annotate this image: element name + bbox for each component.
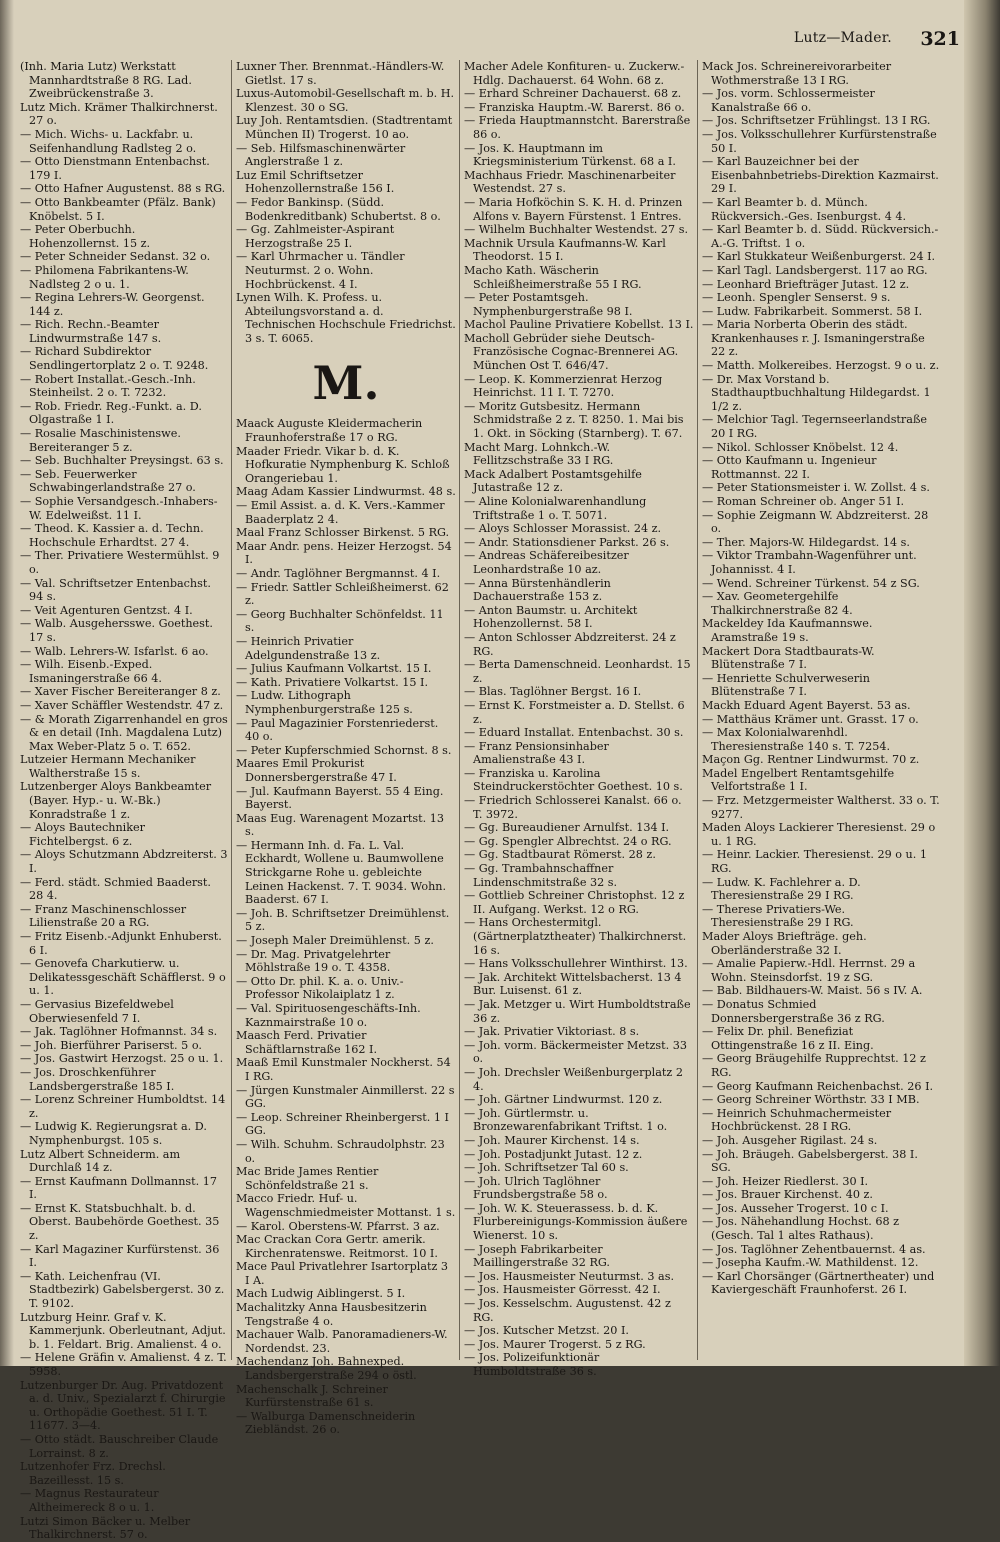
directory-entry: — Joh. Bräugeh. Gabelsbergerst. 38 I. SG. — [702, 1147, 918, 1175]
column-1 — [20, 60, 228, 1542]
directory-entry: — Friedr. Sattler Schleißheimerst. 62 z. — [236, 580, 449, 608]
directory-entry: — Rosalie Maschinistenswe. Bereiteranger 5 z. — [20, 427, 181, 454]
directory-entry: Mackeldey Ida Kaufmannswe. Aramstraße 19 s. — [702, 617, 873, 644]
directory-entry: Maader Friedr. Vikar b. d. K. Hofkuratie Nymphenburg K. Schloß Orangeriebau 1. — [236, 444, 450, 485]
left-edge-shadow — [0, 0, 14, 1366]
directory-entry: Machhaus Friedr. Maschinenarbeiter Westendst. 27 s. — [464, 168, 676, 196]
directory-entry: — Otto Bankbeamter (Pfälz. Bank) Knöbelst. 5 I. — [20, 195, 216, 223]
directory-entry: — Jos. Kesselschm. Augustenst. 42 z RG. — [464, 1297, 671, 1324]
directory-entry: — Lorenz Schreiner Humboldtst. 14 z. — [20, 1093, 226, 1120]
directory-entry: — Seb. Feuerwerker Schwabingerlandstraße 27 o. — [20, 467, 196, 495]
directory-entry: Mack Jos. Schreinereivorarbeiter Wothmerstraße 13 I RG. — [702, 60, 892, 87]
directory-entry: Lutz Albert Schneiderm. am Durchlaß 14 z. — [20, 1147, 181, 1175]
directory-entry: Maçon Gg. Rentner Lindwurmst. 70 z. — [702, 753, 920, 767]
directory-entry: — Mich. Wichs- u. Lackfabr. u. Seifenhandlung Radlsteg 2 o. — [20, 127, 197, 155]
directory-entry: — Ludw. Fabrikarbeit. Sommerst. 58 I. — [702, 304, 923, 318]
directory-entry: — Jos. Nähehandlung Hochst. 68 z (Gesch. Tal 1 altes Rathaus). — [702, 1215, 900, 1243]
directory-entry: — Franz Pensionsinhaber Amalienstraße 43 I. — [464, 739, 609, 767]
directory-entry: — Dr. Max Vorstand b. Stadthauptbuchhaltung Hildegardst. 1 1/2 z. — [702, 372, 931, 413]
directory-entry: — Julius Kaufmann Volkartst. 15 I. — [236, 662, 432, 676]
directory-entry: Macher Adele Konfituren- u. Zuckerw.-Hdlg. Dachauerst. 64 Wohn. 68 z. — [464, 60, 685, 87]
directory-entry: Luy Joh. Rentamtsdien. (Stadtrentamt München II) Trogerst. 10 ao. — [236, 114, 453, 141]
directory-entry: — Gg. Stadtbaurat Römerst. 28 z. — [464, 848, 656, 862]
directory-entry: — Jak. Privatier Viktoriast. 8 s. — [464, 1025, 640, 1039]
directory-entry: — Jos. Hausmeister Neuturmst. 3 as. — [464, 1269, 675, 1283]
directory-entry: — Ernst K. Forstmeister a. D. Stellst. 6 z. — [464, 698, 685, 726]
column-rule — [697, 60, 698, 1360]
directory-entry: — Jos. Ausseher Trogerst. 10 c I. — [702, 1201, 889, 1215]
directory-entry: — Walb. Lehrers-W. Isfarlst. 6 ao. — [20, 644, 209, 658]
directory-entry: Lutzenhofer Frz. Drechsl. Bazeillesst. 15 s. — [20, 1460, 166, 1487]
directory-entry: — Hans Volksschullehrer Winthirst. 13. — [464, 957, 688, 971]
directory-entry: — Joh. Schriftsetzer Tal 60 s. — [464, 1161, 629, 1175]
directory-entry: — Frieda Hauptmannstcht. Barerstraße 86 o. — [464, 114, 691, 141]
directory-entry: Maal Franz Schlosser Birkenst. 5 RG. — [236, 526, 450, 540]
column-rule — [231, 60, 232, 1360]
directory-entry: — Friedrich Schlosserei Kanalst. 66 o. T. 3972. — [464, 794, 682, 821]
directory-entry: — Joh. Bierführer Pariserst. 5 o. — [20, 1038, 202, 1052]
directory-entry: — Wilh. Eisenb.-Exped. Ismaningerstraße 66 4. — [20, 658, 162, 685]
directory-entry: — Emil Assist. a. d. K. Vers.-Kammer Baaderplatz 2 4. — [236, 499, 445, 526]
directory-entry: — Robert Installat.-Gesch.-Inh. Steinheilst. 2 o. T. 7232. — [20, 372, 196, 400]
directory-entry: — Peter Postamtsgeh. Nymphenburgerstraße 98 I. — [464, 291, 633, 318]
directory-entry: — Felix Dr. phil. Benefiziat Ottingenstraße 16 z II. Eing. — [702, 1025, 874, 1052]
directory-entry: — Walb. Ausgehersswe. Goethest. 17 s. — [20, 617, 213, 644]
directory-entry: — Gervasius Bizefeldwebel Oberwiesenfeld 7 I. — [20, 997, 174, 1025]
page-number: 321 — [920, 28, 960, 50]
directory-entry: — Otto Kaufmann u. Ingenieur Rottmannst. 22 I. — [702, 454, 877, 481]
directory-entry: Lutz Mich. Krämer Thalkirchnerst. 27 o. — [20, 100, 218, 128]
directory-entry: — Ludw. K. Fachlehrer a. D. Theresienstraße 29 I RG. — [702, 875, 861, 903]
directory-entry: — Moritz Gutsbesitz. Hermann Schmidstraße 2 z. T. 8250. 1. Mai bis 1. Okt. in Söcking (Starnberg). T. 67. — [464, 399, 684, 441]
directory-entry: — Ludw. Lithograph Nymphenburgerstraße 125 s. — [236, 689, 413, 716]
directory-entry: — Karl Beamter b. d. Münch. Rückversich.-Ges. Isenburgst. 4 4. — [702, 195, 907, 223]
directory-entry: — Theod. K. Kassier a. d. Techn. Hochschule Erhardtst. 27 4. — [20, 522, 204, 549]
directory-entry: — Jul. Kaufmann Bayerst. 55 4 Eing. Bayerst. — [236, 784, 444, 812]
directory-entry: — Val. Schriftsetzer Entenbachst. 94 s. — [20, 576, 211, 604]
directory-entry: — Joh. W. K. Steuerassess. b. d. K. Flurbereinigungs-Kommission äußere Wienerst. 10 s. — [464, 1201, 688, 1243]
directory-entry: — Kath. Privatiere Volkartst. 15 I. — [236, 675, 429, 689]
directory-entry: — Franz Maschinenschlosser Lilienstraße 20 a RG. — [20, 902, 187, 930]
directory-entry: — Regina Lehrers-W. Georgenst. 144 z. — [20, 291, 205, 318]
directory-entry: — Jos. Kutscher Metzst. 20 I. — [464, 1324, 629, 1338]
directory-entry: — Karl Tagl. Landsbergerst. 117 ao RG. — [702, 263, 928, 277]
directory-entry: — Joseph Maler Dreimühlenst. 5 z. — [236, 934, 434, 948]
directory-entry: — Joseph Fabrikarbeiter Maillingerstraße 32 RG. — [464, 1242, 610, 1270]
directory-entry: Mader Aloys Briefträge. geh. Oberländerstraße 32 I. — [702, 930, 867, 957]
directory-entry: — Blas. Taglöhner Bergst. 16 I. — [464, 685, 642, 699]
directory-entry: — & Morath Zigarrenhandel en gros & en detail (Inh. Magdalena Lutz) Max Weber-Platz 5 o. T. 652. — [20, 712, 228, 753]
directory-entry: — Leonhard Briefträger Jutast. 12 z. — [702, 277, 910, 291]
directory-entry: — Georg Kaufmann Reichenbachst. 26 I. — [702, 1079, 934, 1093]
directory-entry: — Gg. Trambahnschaffner Lindenschmitstraße 32 s. — [464, 862, 618, 889]
directory-entry: (Inh. Maria Lutz) Werkstatt Mannhardtstraße 8 RG. Lad. Zweibrückenstraße 3. — [20, 60, 192, 101]
directory-entry: — Fedor Bankinsp. (Südd. Bodenkreditbank) Schubertst. 8 o. — [236, 195, 441, 223]
directory-entry: — Frz. Metzgermeister Waltherst. 33 o. T. 9277. — [702, 794, 940, 821]
directory-entry: — Joh. Maurer Kirchenst. 14 s. — [464, 1133, 640, 1147]
directory-entry: Lutzburg Heinr. Graf v. K. Kammerjunk. Oberleutnant, Adjut. b. 1. Feldart. Brig. Amalienst. 4 o. — [20, 1310, 226, 1351]
directory-entry: — Jos. Gastwirt Herzogst. 25 o u. 1. — [20, 1052, 224, 1066]
directory-entry: — Andr. Taglöhner Bergmannst. 4 I. — [236, 567, 441, 580]
directory-entry: — Jos. Maurer Trogerst. 5 z RG. — [464, 1337, 646, 1351]
directory-entry: — Xaver Fischer Bereiteranger 8 z. — [20, 685, 221, 699]
directory-entry: Machol Pauline Privatiere Kobellst. 13 I. — [464, 318, 694, 332]
directory-entry: — Josepha Kaufm.-W. Mathildenst. 12. — [702, 1256, 919, 1270]
directory-entry: — Roman Schreiner ob. Anger 51 I. — [702, 495, 905, 508]
directory-entry: — Wilhelm Buchhalter Westendst. 27 s. — [464, 223, 689, 237]
directory-entry: Macholl Gebrüder siehe Deutsch-Französische Cognac-Brennerei AG. München Ost T. 646/47. — [464, 331, 679, 373]
directory-entry: — Gg. Zahlmeister-Aspirant Herzogstraße 25 I. — [236, 223, 395, 250]
directory-entry: — Karl Magaziner Kurfürstenst. 36 I. — [20, 1242, 220, 1270]
directory-entry: Maares Emil Prokurist Donnersbergerstraße 47 I. — [236, 757, 397, 784]
directory-entry: — Andreas Schäfereibesitzer Leonhardstraße 10 az. — [464, 549, 629, 576]
directory-entry: Maas Eug. Warenagent Mozartst. 13 s. — [236, 811, 445, 839]
directory-entry: — Sophie Zeigmann W. Abdzreiterst. 28 o. — [702, 508, 929, 536]
directory-entry: — Seb. Buchhalter Preysingst. 63 s. — [20, 454, 224, 468]
directory-entry: — Maria Hofköchin S. K. H. d. Prinzen Alfons v. Bayern Fürstenst. 1 Entres. — [464, 195, 683, 223]
directory-entry: — Jak. Architekt Wittelsbacherst. 13 4 Bur. Luisenst. 61 z. — [464, 970, 682, 998]
directory-entry: — Ernst Kaufmann Dollmannst. 17 I. — [20, 1174, 218, 1202]
directory-entry: — Erhard Schreiner Dachauerst. 68 z. — [464, 87, 682, 101]
book-gutter — [964, 0, 1000, 1366]
directory-entry: — Nikol. Schlosser Knöbelst. 12 4. — [702, 440, 899, 454]
directory-entry: — Aloys Schlosser Morassist. 24 z. — [464, 522, 662, 536]
directory-entry: — Jos. Hausmeister Görresst. 42 I. — [464, 1283, 661, 1297]
directory-entry: Madel Engelbert Rentamtsgehilfe Velfortstraße 1 I. — [702, 766, 895, 794]
directory-entry: — Walburga Damenschneiderin Ziebländst. 26 o. — [236, 1409, 416, 1437]
directory-entry: — Amalie Papierw.-Hdl. Herrnst. 29 a Wohn. Steinsdorfst. 19 z SG. — [702, 957, 916, 984]
directory-entry: — Fritz Eisenb.-Adjunkt Enhuberst. 6 I. — [20, 930, 222, 957]
directory-entry: — Jak. Taglöhner Hofmannst. 34 s. — [20, 1025, 218, 1039]
column-2 — [236, 60, 456, 1437]
directory-entry: Maack Auguste Kleidermacherin Fraunhoferstraße 17 o RG. — [236, 417, 423, 445]
directory-entry: Maaß Emil Kunstmaler Nockherst. 54 I RG. — [236, 1056, 451, 1083]
directory-entry: Lutzeier Hermann Mechaniker Waltherstraße 15 s. — [20, 753, 196, 780]
directory-entry: — Anton Baumstr. u. Architekt Hohenzollernst. 58 I. — [464, 603, 638, 631]
directory-entry: — Leop. K. Kommerzienrat Herzog Heinrichst. 11 I. T. 7270. — [464, 372, 663, 400]
directory-entry: — Joh. vorm. Bäckermeister Metzst. 33 o. — [464, 1038, 687, 1066]
directory-entry: — Berta Damenschneid. Leonhardst. 15 z. — [464, 658, 691, 685]
directory-entry: Mackert Dora Stadtbaurats-W. Blütenstraße 7 I. — [702, 644, 875, 672]
directory-entry: — Otto Dienstmann Entenbachst. 179 I. — [20, 155, 210, 182]
directory-entry: — Joh. Gürtlermstr. u. Bronzewarenfabrikant Triftst. 1 o. — [464, 1106, 668, 1134]
directory-entry: Machalitzky Anna Hausbesitzerin Tengstraße 4 o. — [236, 1301, 427, 1328]
directory-entry: — Sophie Versandgesch.-Inhabers-W. Edelweißst. 11 I. — [20, 495, 218, 522]
directory-entry: — Val. Spirituosengeschäfts-Inh. Kaznmairstraße 10 o. — [236, 1002, 421, 1029]
directory-entry: — Gg. Bureaudiener Arnulfst. 134 I. — [464, 821, 670, 835]
directory-entry: — Max Kolonialwarenhdl. Theresienstraße 140 s. T. 7254. — [702, 726, 891, 753]
directory-entry: Machendanz Joh. Bahnexped. Landsbergerstraße 294 o östl. — [236, 1355, 417, 1383]
directory-entry: — Anna Bürstenhändlerin Dachauerstraße 153 z. — [464, 576, 611, 604]
directory-entry: — Xaver Schäffler Westendstr. 47 z. — [20, 698, 224, 712]
directory-entry: — Joh. Ulrich Taglöhner Frundsbergstraße 58 o. — [464, 1174, 608, 1202]
directory-entry: — Jos. Polizeifunktionär Humboldtstraße 36 s. — [464, 1351, 600, 1378]
directory-entry: — Maria Norberta Oberin des städt. Krankenhauses r. J. Ismaningerstraße 22 z. — [702, 318, 925, 359]
directory-entry: — Jos. Droschkenführer Landsbergerstraße 185 I. — [20, 1065, 175, 1093]
directory-entry: — Henriette Schulverweserin Blütenstraße 7 I. — [702, 671, 870, 699]
directory-entry: — Ernst K. Statsbuchhalt. b. d. Oberst. Baubehörde Goethest. 35 z. — [20, 1201, 220, 1243]
directory-entry: — Hermann Inh. d. Fa. L. Val. Eckhardt, Wollene u. Baumwollene Strickgarne Rohe u. gebleichte Leinen Hackenst. 7. T. 9034. Wohn. Baaderst. 67 I. — [236, 838, 447, 907]
directory-entry: Lutzenberger Aloys Bankbeamter (Bayer. Hyp.- u. W.-Bk.) Konradstraße 1 z. — [20, 780, 212, 821]
directory-entry: — Melchior Tagl. Tegernseerlandstraße 20 I RG. — [702, 413, 928, 441]
directory-entry: Maag Adam Kassier Lindwurmst. 48 s. — [236, 485, 456, 499]
directory-entry: — Xav. Geometergehilfe Thalkirchnerstraße 82 4. — [702, 590, 853, 617]
directory-entry: Luz Emil Schriftsetzer Hohenzollernstraße 156 I. — [236, 168, 395, 196]
directory-entry: — Heinrich Privatier Adelgundenstraße 13 z. — [236, 634, 381, 662]
directory-entry: Lynen Wilh. K. Profess. u. Abteilungsvorstand a. d. Technischen Hochschule Friedrichst. 3 s. T. 6065. — [236, 291, 456, 345]
directory-entry: Maar Andr. pens. Heizer Herzogst. 54 I. — [236, 539, 452, 567]
directory-entry: — Ludwig K. Regierungsrat a. D. Nymphenburgst. 105 s. — [20, 1120, 207, 1147]
directory-entry: — Jürgen Kunstmaler Ainmillerst. 22 s GG. — [236, 1083, 455, 1111]
directory-entry: Luxus-Automobil-Gesellschaft m. b. H. Klenzest. 30 o SG. — [236, 87, 455, 114]
directory-entry: — Karol. Oberstens-W. Pfarrst. 3 az. — [236, 1219, 440, 1233]
directory-entry: — Peter Oberbuchh. Hohenzollernst. 15 z. — [20, 223, 151, 250]
directory-entry: — Jos. K. Hauptmann im Kriegsministerium Türkenst. 68 a I. — [464, 141, 676, 169]
directory-entry: — Matth. Molkereibes. Herzogst. 9 o u. z. — [702, 359, 940, 373]
directory-entry: — Jak. Metzger u. Wirt Humboldtstraße 36 z. — [464, 997, 691, 1025]
directory-entry: — Joh. B. Schriftsetzer Dreimühlenst. 5 z. — [236, 906, 450, 934]
directory-entry: — Seb. Hilfsmaschinenwärter Anglerstraße 1 z. — [236, 141, 406, 169]
column-4 — [702, 60, 940, 1360]
directory-entry: — Gg. Spengler Albrechtst. 24 o RG. — [464, 834, 672, 848]
directory-entry: Machenschalk J. Schreiner Kurfürstenstraße 61 s. — [236, 1382, 388, 1410]
column-rule — [459, 60, 460, 1360]
section-letter: M. — [312, 356, 380, 411]
directory-entry: — Ther. Privatiere Westermühlst. 9 o. — [20, 549, 220, 576]
directory-entry: — Leop. Schreiner Rheinbergerst. 1 I GG. — [236, 1110, 449, 1138]
directory-entry: — Joh. Gärtner Lindwurmst. 120 z. — [464, 1093, 663, 1107]
directory-entry: Mach Ludwig Aiblingerst. 5 I. — [236, 1287, 406, 1301]
directory-entry: — Franziska Hauptm.-W. Barerst. 86 o. — [464, 100, 685, 114]
directory-entry: — Peter Schneider Sedanst. 32 o. — [20, 250, 211, 264]
directory-entry: — Hans Orchestermitgl. (Gärtnerplatztheater) Thalkirchnerst. 16 s. — [464, 916, 687, 957]
directory-entry: — Karl Beamter b. d. Südd. Rückversich.-A.-G. Triftst. 1 o. — [702, 223, 939, 250]
directory-entry: Luxner Ther. Brennmat.-Händlers-W. Gietlst. 17 s. — [236, 60, 445, 87]
directory-entry: — Aloys Bautechniker Fichtelbergst. 6 z. — [20, 821, 145, 848]
directory-entry: Lutzi Simon Bäcker u. Melber Thalkirchnerst. 57 o. — [20, 1514, 191, 1542]
directory-entry: — Leonh. Spengler Senserst. 9 s. — [702, 291, 891, 305]
directory-entry: — Georg Schreiner Wörthstr. 33 I MB. — [702, 1093, 920, 1107]
directory-entry: — Jos. Taglöhner Zehentbauernst. 4 as. — [702, 1242, 926, 1256]
directory-entry: — Jos. Schriftsetzer Frühlingst. 13 I RG. — [702, 114, 931, 128]
directory-entry: — Peter Kupferschmied Schornst. 8 s. — [236, 743, 452, 757]
directory-entry: — Otto städt. Bauschreiber Claude Lorrainst. 8 z. — [20, 1432, 219, 1460]
directory-entry: — Georg Buchhalter Schönfeldst. 11 s. — [236, 607, 444, 635]
directory-entry: — Wend. Schreiner Türkenst. 54 z SG. — [702, 576, 920, 590]
directory-entry: — Jos. vorm. Schlossermeister Kanalstraße 66 o. — [702, 87, 875, 114]
directory-entry: — Anton Schlosser Abdzreiterst. 24 z RG. — [464, 630, 676, 658]
column-3 — [464, 60, 694, 1378]
directory-entry: — Magnus Restaurateur Altheimereck 8 o u. 1. — [20, 1487, 159, 1514]
directory-entry: — Karl Chorsänger (Gärtnertheater) und Kaviergeschäft Fraunhoferst. 26 I. — [702, 1269, 935, 1297]
directory-entry: — Andr. Stationsdiener Parkst. 26 s. — [464, 535, 670, 549]
directory-entry: Mace Paul Privatlehrer Isartorplatz 3 I A. — [236, 1260, 449, 1287]
directory-entry: — Wilh. Schuhm. Schraudolphstr. 23 o. — [236, 1137, 445, 1165]
directory-entry: Mack Adalbert Postamtsgehilfe Jutastraße 12 z. — [464, 467, 642, 495]
directory-entry: Macco Friedr. Huf- u. Wagenschmiedmeister Mottanst. 1 s. — [236, 1192, 456, 1219]
directory-entry: — Viktor Trambahn-Wagenführer unt. Johannisst. 4 I. — [702, 549, 917, 576]
directory-entry: Mac Crackan Cora Gertr. amerik. Kirchenratenswe. Reitmorst. 10 I. — [236, 1233, 438, 1260]
directory-entry: — Richard Subdirektor Sendlingertorplatz 2 o. T. 9248. — [20, 345, 209, 373]
directory-entry: Macht Marg. Lohnkch.-W. Fellitzschstraße 33 I RG. — [464, 440, 614, 468]
directory-entry: — Joh. Drechsler Weißenburgerplatz 2 4. — [464, 1065, 683, 1093]
directory-entry: — Joh. Postadjunkt Jutast. 12 z. — [464, 1147, 643, 1161]
directory-entry: Mac Bride James Rentier Schönfeldstraße 21 s. — [236, 1165, 379, 1192]
running-head: Lutz—Mader. — [793, 30, 892, 46]
directory-entry: Maden Aloys Lackierer Theresienst. 29 o u. 1 RG. — [702, 821, 936, 848]
directory-entry: — Jos. Volksschullehrer Kurfürstenstraße 50 I. — [702, 127, 937, 155]
directory-entry: — Aline Kolonialwarenhandlung Triftstraße 1 o. T. 5071. — [464, 495, 647, 522]
directory-entry: — Karl Uhrmacher u. Tändler Neuturmst. 2 o. Wohn. Hochbrückenst. 4 I. — [236, 250, 405, 291]
directory-entry: — Bab. Bildhauers-W. Maist. 56 s IV. A. — [702, 984, 923, 998]
directory-entry: — Joh. Ausgeher Rigilast. 24 s. — [702, 1133, 878, 1147]
directory-entry: — Veit Agenturen Gentzst. 4 I. — [20, 603, 193, 617]
directory-entry: — Peter Stationsmeister i. W. Zollst. 4 s. — [702, 481, 930, 495]
directory-entry: — Georg Bräugehilfe Rupprechtst. 12 z RG. — [702, 1052, 926, 1079]
directory-entry: — Otto Hafner Augustenst. 88 s RG. — [20, 182, 226, 196]
directory-entry: — Dr. Mag. Privatgelehrter Möhlstraße 19 o. T. 4358. — [236, 947, 391, 975]
directory-entry: — Donatus Schmied Donnersbergerstraße 36 z RG. — [702, 997, 885, 1025]
directory-entry: — Helene Gräfin v. Amalienst. 4 z. T. 5958. — [20, 1351, 227, 1378]
directory-entry: — Therese Privatiers-We. Theresienstraße 29 I RG. — [702, 902, 854, 930]
directory-entry: — Ferd. städt. Schmied Baaderst. 28 4. — [20, 875, 211, 903]
directory-entry: Mackh Eduard Agent Bayerst. 53 as. — [702, 698, 911, 712]
directory-entry: — Heinr. Lackier. Theresienst. 29 o u. 1 RG. — [702, 848, 927, 876]
directory-entry: Macho Kath. Wäscherin Schleißheimerstraße 55 I RG. — [464, 263, 642, 291]
directory-entry: — Karl Stukkateur Weißenburgerst. 24 I. — [702, 250, 936, 264]
directory-entry: — Genovefa Charkutierw. u. Delikatessgeschäft Schäfflerst. 9 o u. 1. — [20, 957, 226, 998]
page-header — [700, 28, 960, 52]
directory-entry: — Gottlieb Schreiner Christophst. 12 z II. Aufgang. Werkst. 12 o RG. — [464, 889, 685, 916]
directory-entry: — Kath. Leichenfrau (VI. Stadtbezirk) Gabelsbergerst. 30 z. T. 9102. — [20, 1269, 225, 1311]
directory-entry: Machnik Ursula Kaufmanns-W. Karl Theodorst. 15 I. — [464, 236, 666, 264]
directory-entry: Machauer Walb. Panoramadieners-W. Nordendst. 23. — [236, 1328, 448, 1355]
directory-entry: — Otto Dr. phil. K. a. o. Univ.-Professor Nikolaiplatz 1 z. — [236, 974, 404, 1002]
directory-entry: — Rob. Friedr. Reg.-Funkt. a. D. Olgastraße 1 I. — [20, 399, 202, 427]
directory-entry: — Heinrich Schuhmachermeister Hochbrückenst. 28 I RG. — [702, 1106, 892, 1134]
directory-entry: — Aloys Schutzmann Abdzreiterst. 3 I. — [20, 848, 228, 876]
directory-entry: — Karl Bauzeichner bei der Eisenbahnbetriebs-Direktion Kazmairst. 29 I. — [702, 155, 939, 196]
directory-entry: Lutzenburger Dr. Aug. Privatdozent a. d. Univ., Spezialarzt f. Chirurgie u. Orthopädie Goethest. 51 I. T. 11677. 3—4. — [20, 1378, 226, 1433]
directory-entry: — Matthäus Krämer unt. Grasst. 17 o. — [702, 712, 919, 726]
directory-entry: — Ther. Majors-W. Hildegardst. 14 s. — [702, 535, 910, 549]
directory-entry: — Paul Magazinier Forstenriederst. 40 o. — [236, 716, 439, 744]
directory-entry: — Jos. Brauer Kirchenst. 40 z. — [702, 1188, 873, 1202]
directory-entry: — Franziska u. Karolina Steindruckerstöchter Goethest. 10 s. — [464, 766, 683, 794]
directory-entry: Maasch Ferd. Privatier Schäftlarnstraße 162 I. — [236, 1029, 378, 1056]
directory-entry: — Rich. Rechn.-Beamter Lindwurmstraße 147 s. — [20, 318, 162, 345]
directory-entry: — Eduard Installat. Entenbachst. 30 s. — [464, 726, 684, 740]
directory-entry: — Joh. Heizer Riedlerst. 30 I. — [702, 1174, 869, 1188]
directory-entry: — Philomena Fabrikantens-W. Nadlsteg 2 o u. 1. — [20, 263, 189, 291]
